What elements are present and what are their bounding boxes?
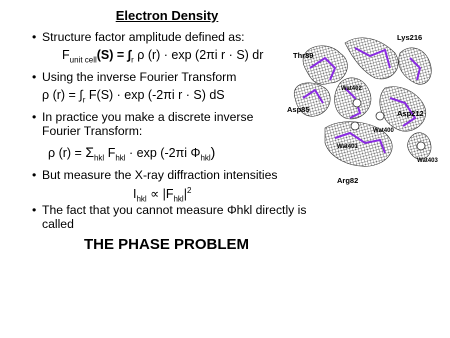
eq-text: ρ (r) · exp (2πi r · S) dr [133,48,264,62]
equation-discrete-fourier [48,144,215,163]
label-thr89: Thr89 [293,51,314,60]
equation-structure-factor [62,48,263,65]
eq-text: (S) = ∫ [96,48,132,62]
eq-text: F [104,146,116,160]
eq-text: ∝ |F [146,187,174,202]
label-lys216: Lys216 [397,33,423,42]
bullet-dot: • [32,70,37,84]
label-asp212: Asp212 [397,109,424,118]
sigma-symbol: Σ [85,144,94,160]
eq-subscript: r [131,55,134,65]
bullet-text: In practice you make a discrete inverse Fourier Transform: [42,110,254,138]
phase-problem-heading: THE PHASE PROBLEM [84,236,250,253]
bullet-dot: • [32,110,37,124]
eq-text: ) [210,144,216,160]
bullet-text: Structure factor amplitude defined as: [42,30,245,44]
eq-text: I [133,187,137,202]
eq-superscript: 2 [186,186,192,195]
eq-text: ρ (r) = [48,146,86,160]
bullet-text: The fact that you cannot measure Φhkl directly is called [42,203,307,231]
eq-text: ρ (r) = ∫ [42,88,83,102]
bullet-structure-factor [32,30,292,44]
eq-subscript: hkl [93,153,105,163]
bullet-dot: • [32,203,37,217]
eq-subscript: hkl [136,194,147,204]
bullet-phase-statement [32,203,314,231]
label-wat403: Wat403 [417,158,438,164]
label-asp85: Asp85 [287,105,310,114]
eq-subscript: unit cell [69,55,97,65]
bullet-inverse-fourier [32,70,292,84]
label-wat401: Wat401 [337,144,358,150]
bullet-dot: • [32,30,37,44]
eq-text: · exp (-2πi Φ [125,146,201,160]
eq-subscript: hkl [173,194,184,204]
eq-text: | [183,187,187,202]
bullet-text: But measure the X-ray diffraction intensities [42,168,278,182]
eq-subscript: r [82,95,86,105]
bullet-text: Using the inverse Fourier Transform [42,70,237,84]
label-arg82: Arg82 [337,176,359,185]
density-mesh [294,38,431,166]
bullet-dot: • [32,168,37,182]
eq-subscript: hkl [200,153,211,163]
equation-intensity [133,186,191,204]
slide-title: Electron Density [115,8,219,23]
eq-text: F(S) · exp (-2πi r · S) dS [85,88,225,102]
bullet-discrete-fourier [32,110,292,138]
equation-inverse-fourier [42,88,225,105]
bullet-measure-intensities [32,168,302,182]
eq-text: F [62,48,70,62]
label-wat402: Wat402 [341,86,362,92]
label-wat400: Wat400 [373,128,394,134]
eq-subscript: hkl [115,153,126,163]
electron-density-map-figure [285,28,445,188]
